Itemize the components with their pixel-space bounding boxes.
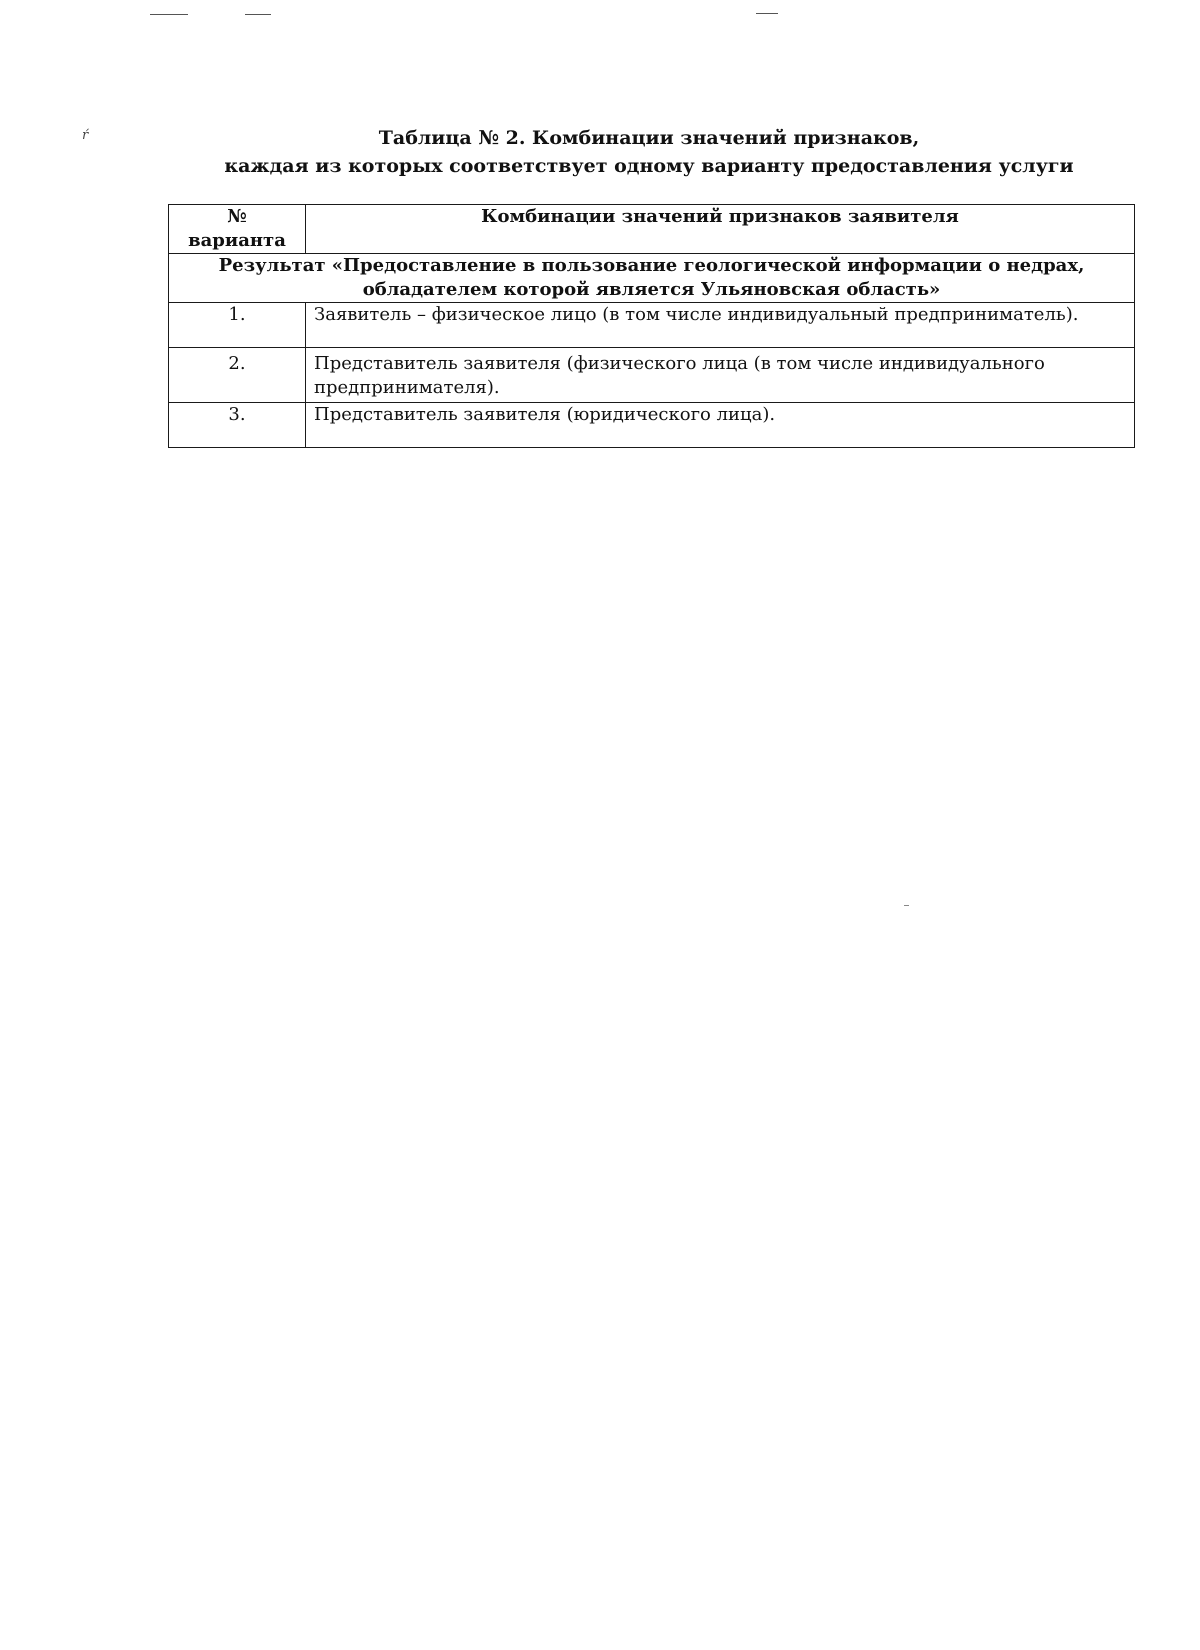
table-row	[169, 403, 1135, 448]
row-number: 1.	[169, 303, 306, 348]
row-description: Заявитель – физическое лицо (в том числе индивидуальный предприниматель).	[306, 303, 1135, 348]
margin-mark: ŕ	[82, 128, 89, 143]
table-row	[169, 303, 1135, 348]
scan-artifact-line	[245, 14, 271, 15]
table-row	[169, 348, 1135, 403]
scan-artifact-line	[756, 13, 778, 14]
header-combination: Комбинации значений признаков заявителя	[306, 205, 1135, 254]
section-row	[169, 254, 1135, 303]
variants-table	[168, 204, 1135, 448]
row-number: 3.	[169, 403, 306, 448]
title-line-1: Таблица № 2. Комбинации значений признаков,	[378, 127, 920, 149]
row-number: 2.	[169, 348, 306, 403]
section-line-2: обладателем которой является Ульяновская область»	[362, 279, 941, 300]
header-num-line-2: варианта	[188, 230, 286, 251]
title-line-2: каждая из которых соответствует одному варианту предоставления услуги	[224, 155, 1074, 177]
scan-artifact-line	[150, 14, 188, 15]
header-variant-number	[169, 205, 306, 254]
row-description: Представитель заявителя (физического лица (в том числе индивидуального предпринимателя).	[306, 348, 1135, 403]
section-line-1: Результат «Предоставление в пользование геологической информации о недрах,	[218, 255, 1085, 276]
scan-artifact-dot	[904, 905, 909, 906]
section-result	[169, 254, 1135, 303]
header-num-line-1: №	[227, 206, 247, 227]
row-description: Представитель заявителя (юридического лица).	[306, 403, 1135, 448]
page-title	[160, 124, 1138, 180]
table-header-row	[169, 205, 1135, 254]
